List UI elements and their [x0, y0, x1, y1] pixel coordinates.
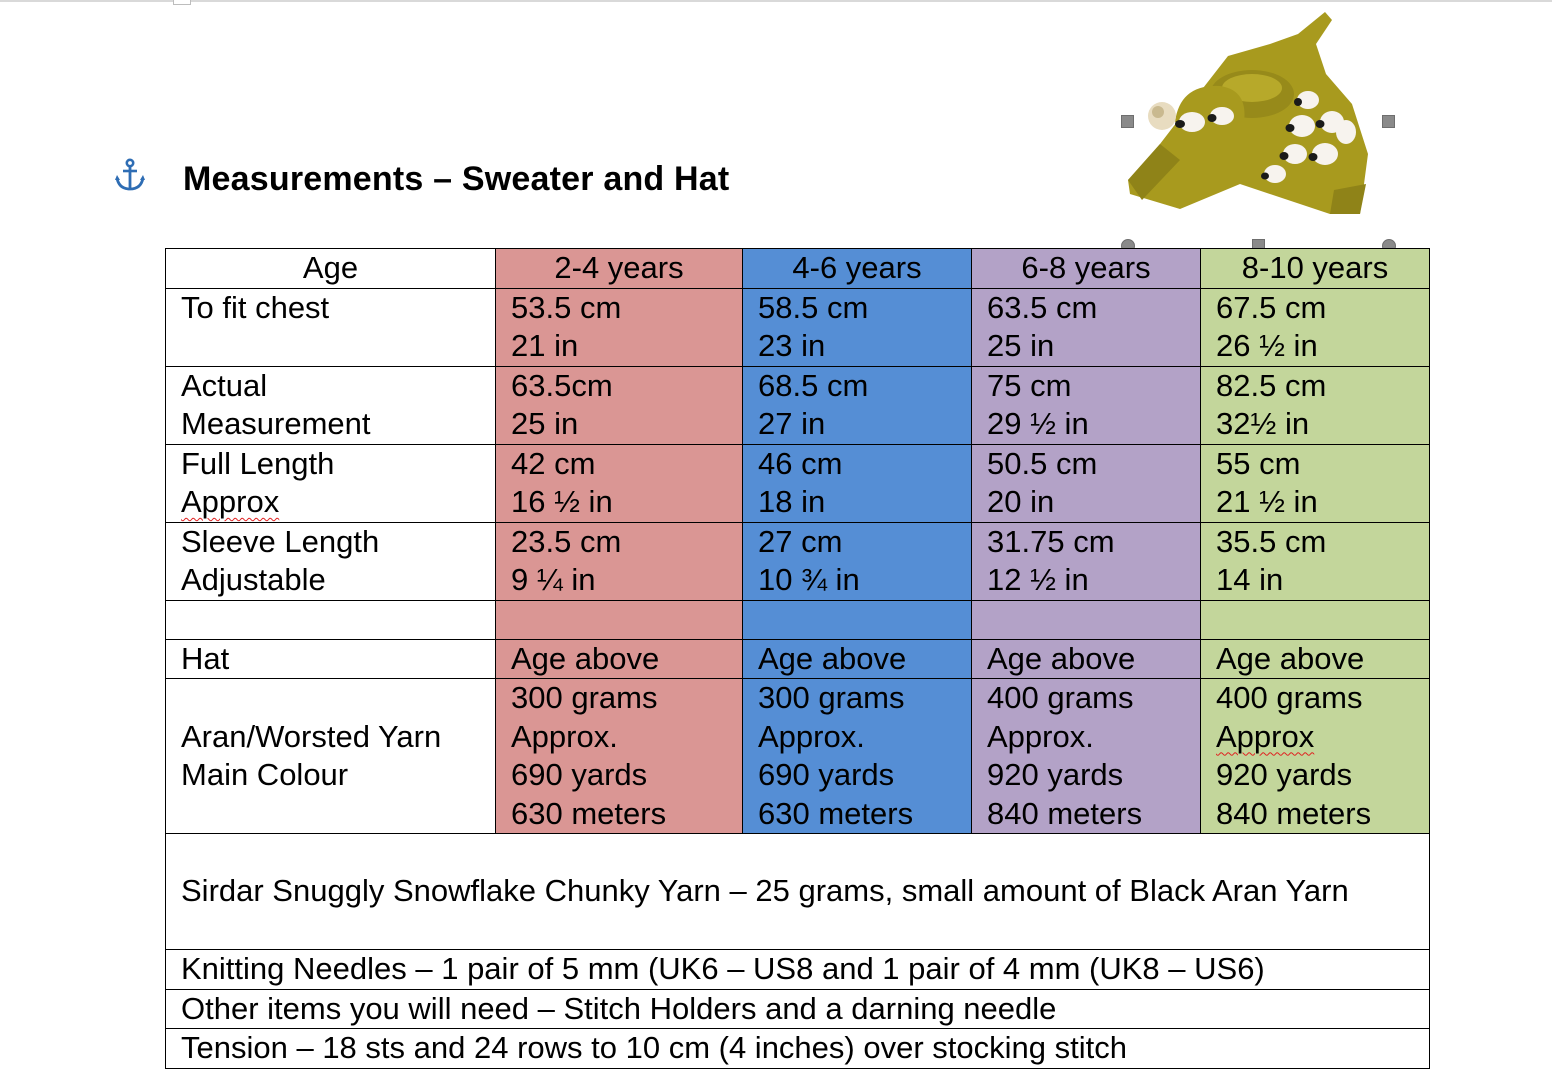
cell-line: 42 cm [511, 445, 596, 481]
header-4-6-years: 4-6 years [743, 249, 972, 289]
anchor-icon[interactable] [114, 158, 146, 194]
cell-line: 920 yards [987, 757, 1124, 792]
cell-line: Approx. [511, 718, 618, 754]
cell-line: 14 in [1216, 562, 1284, 597]
cell-line: 58.5 cm [758, 289, 869, 325]
cell-line: 20 in [987, 484, 1055, 519]
cell-line: 840 meters [1216, 795, 1372, 831]
header-8-10-years: 8-10 years [1201, 249, 1430, 289]
table-cell [743, 288, 972, 366]
table-row-to-fit-chest [166, 288, 1430, 366]
note-cell: Sirdar Snuggly Snowflake Chunky Yarn – 25 grams, small amount of Black Aran Yarn [166, 834, 1430, 950]
cell-line: 68.5 cm [758, 367, 869, 403]
label-line: Adjustable [181, 562, 326, 597]
cell-line: 75 cm [987, 367, 1072, 403]
table-row-hat [166, 639, 1430, 679]
table-header-row [166, 249, 1430, 289]
cell-line: Age above [758, 640, 907, 676]
cell-line: 18 in [758, 484, 826, 519]
page-title: Measurements – Sweater and Hat [183, 160, 730, 198]
table-cell [1201, 679, 1430, 834]
table-cell [972, 639, 1201, 679]
table-cell [1201, 522, 1430, 600]
note-cell: Knitting Needles – 1 pair of 5 mm (UK6 – US8 and 1 pair of 4 mm (UK8 – US6) [166, 950, 1430, 990]
table-cell [496, 639, 743, 679]
margin-marker [173, 0, 191, 5]
cell-line: 21 ½ in [1216, 484, 1318, 519]
table-cell [496, 679, 743, 834]
label-line: Main Colour [181, 757, 349, 792]
cell-line: 10 ¾ in [758, 562, 860, 597]
header-2-4-years: 2-4 years [496, 249, 743, 289]
cell-line: 840 meters [987, 795, 1143, 831]
cell-line: Approx. [987, 718, 1094, 754]
cell-line: 25 in [511, 406, 579, 441]
row-label [166, 522, 496, 600]
empty-cell [972, 600, 1201, 639]
empty-cell [1201, 600, 1430, 639]
table-cell [972, 522, 1201, 600]
resize-handle-right[interactable] [1382, 115, 1395, 128]
cell-line: 300 grams [758, 680, 905, 715]
note-cell: Other items you will need – Stitch Holders and a darning needle [166, 989, 1430, 1029]
note-cell: Tension – 18 sts and 24 rows to 10 cm (4 inches) over stocking stitch [166, 1029, 1430, 1069]
cell-line: 21 in [511, 328, 579, 363]
label-line: Sleeve Length [181, 523, 380, 559]
cell-line: 50.5 cm [987, 445, 1098, 481]
cell-line: 23.5 cm [511, 523, 622, 559]
table-row-note-tension [166, 1029, 1430, 1069]
cell-line: 400 grams [987, 680, 1134, 715]
table-row-note-needles [166, 950, 1430, 990]
cell-line: 32½ in [1216, 406, 1310, 441]
table-row-yarn [166, 679, 1430, 834]
cell-line: 53.5 cm [511, 289, 622, 325]
cell-line: 12 ½ in [987, 562, 1089, 597]
cell-line: 35.5 cm [1216, 523, 1327, 559]
table-row-actual-measurement [166, 366, 1430, 444]
table-cell [743, 679, 972, 834]
empty-cell [743, 600, 972, 639]
cell-line: 690 yards [511, 757, 648, 792]
table-cell [496, 366, 743, 444]
table-cell [496, 288, 743, 366]
cell-line: 46 cm [758, 445, 843, 481]
label-line: Full Length [181, 445, 335, 481]
table-row-sleeve-length [166, 522, 1430, 600]
resize-handle-left[interactable] [1121, 115, 1134, 128]
header-age: Age [166, 249, 496, 289]
ruler-edge [0, 0, 1552, 2]
cell-line: 26 ½ in [1216, 328, 1318, 363]
cell-line: 27 in [758, 406, 826, 441]
table-cell [1201, 444, 1430, 522]
cell-line: 82.5 cm [1216, 367, 1327, 403]
cell-line: 400 grams [1216, 680, 1363, 715]
row-label [166, 288, 496, 366]
label-line: Aran/Worsted Yarn [181, 718, 442, 754]
cell-line: 29 ½ in [987, 406, 1089, 441]
row-label [166, 639, 496, 679]
cell-line: 63.5 cm [987, 289, 1098, 325]
cell-line: 690 yards [758, 757, 895, 792]
cell-line: Age above [987, 640, 1136, 676]
table-cell [743, 366, 972, 444]
cell-line: 630 meters [511, 795, 667, 831]
cell-line: 25 in [987, 328, 1055, 363]
cell-line: 9 ¼ in [511, 562, 596, 597]
cell-line: 16 ½ in [511, 484, 613, 519]
table-cell [743, 522, 972, 600]
cell-line: 63.5cm [511, 367, 613, 403]
table-row-full-length [166, 444, 1430, 522]
cell-line: Age above [1216, 640, 1365, 676]
table-cell [1201, 639, 1430, 679]
cell-line: 920 yards [1216, 757, 1353, 792]
label-line: To fit chest [181, 289, 330, 325]
cell-line: 300 grams [511, 680, 658, 715]
label-line: Actual [181, 367, 268, 403]
table-row-note-other-items [166, 989, 1430, 1029]
measurements-table [165, 248, 1430, 1069]
table-cell [1201, 288, 1430, 366]
cell-line: 55 cm [1216, 445, 1301, 481]
table-cell [972, 288, 1201, 366]
cell-line: 31.75 cm [987, 523, 1115, 559]
label-line: Approx [181, 484, 280, 519]
cell-line: Age above [511, 640, 660, 676]
sweater-hat-image[interactable] [1120, 4, 1395, 249]
table-row-note-snowflake [166, 834, 1430, 950]
table-row-empty [166, 600, 1430, 639]
row-label [166, 444, 496, 522]
table-cell [972, 444, 1201, 522]
cell-line: 27 cm [758, 523, 843, 559]
table-cell [743, 444, 972, 522]
cell-line: 630 meters [758, 795, 914, 831]
table-cell [743, 639, 972, 679]
empty-cell [166, 600, 496, 639]
row-label [166, 366, 496, 444]
label-line: Measurement [181, 406, 371, 441]
cell-line: 67.5 cm [1216, 289, 1327, 325]
table-cell [496, 444, 743, 522]
table-cell [496, 522, 743, 600]
table-cell [972, 679, 1201, 834]
row-label [166, 679, 496, 834]
cell-line: Approx [1216, 718, 1315, 754]
cell-line: 23 in [758, 328, 826, 363]
table-cell [1201, 366, 1430, 444]
header-6-8-years: 6-8 years [972, 249, 1201, 289]
table-cell [972, 366, 1201, 444]
label-line: Hat [181, 640, 230, 676]
empty-cell [496, 600, 743, 639]
cell-line: Approx. [758, 718, 865, 754]
